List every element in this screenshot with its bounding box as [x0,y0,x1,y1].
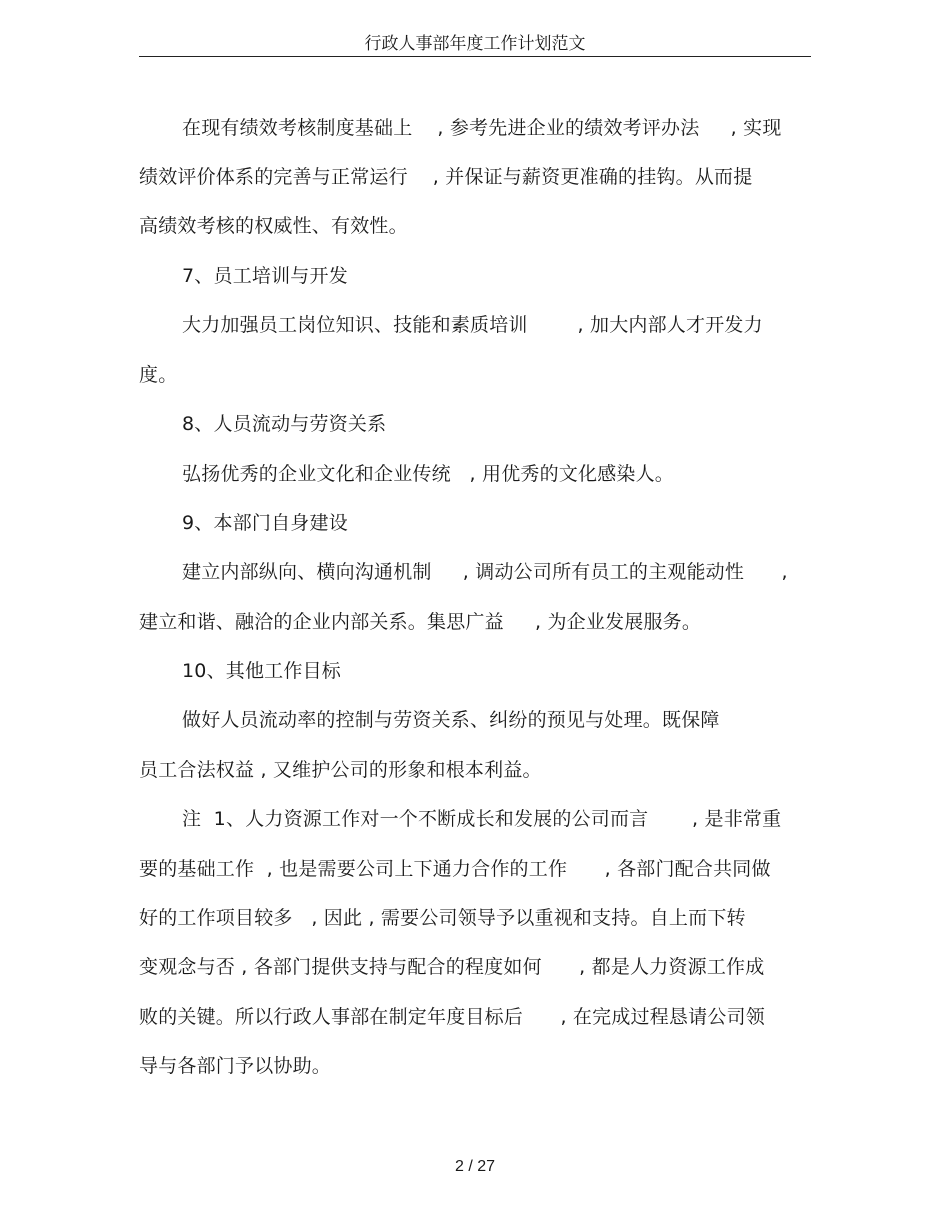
section-heading: 10、其他工作目标 [182,660,341,682]
section-heading: 8、人员流动与劳资关系 [182,413,387,435]
body-line: 好的工作项目较多 , 因此 , 需要公司领导予以重视和支持。自上而下转 [139,907,746,929]
body-line: 建立内部纵向、横向沟通机制 , 调动公司所有员工的主观能动性 , [182,561,788,583]
body-line: 导与各部门予以协助。 [139,1055,332,1077]
body-line: 大力加强员工岗位知识、技能和素质培训 , 加大内部人才开发力 [182,314,763,336]
body-line: 在现有绩效考核制度基础上 , 参考先进企业的绩效考评办法 , 实现 [182,117,782,139]
body-line: 高绩效考核的权威性、有效性。 [139,215,408,237]
body-line: 建立和谐、融洽的企业内部关系。集思广益 , 为企业发展服务。 [139,611,702,633]
section-heading: 7、员工培训与开发 [182,265,348,287]
body-line: 绩效评价体系的完善与正常运行 , 并保证与薪资更准确的挂钩。从而提 [139,166,753,188]
body-line: 弘扬优秀的企业文化和企业传统 , 用优秀的文化感染人。 [182,463,674,485]
body-line: 注 1、人力资源工作对一个不断成长和发展的公司而言 , 是非常重 [182,808,782,830]
body-line: 员工合法权益 , 又维护公司的形象和根本利益。 [139,759,542,781]
body-line: 变观念与否 , 各部门提供支持与配合的程度如何 , 都是人力资源工作成 [139,956,765,978]
section-heading: 9、本部门自身建设 [182,512,348,534]
body-line: 要的基础工作 , 也是需要公司上下通力合作的工作 , 各部门配合共同做 [139,858,771,880]
body-line: 败的关键。所以行政人事部在制定年度目标后 , 在完成过程恳请公司领 [139,1006,765,1028]
page-header-title: 行政人事部年度工作计划范文 [364,34,586,54]
page-number: 2 / 27 [454,1158,496,1175]
body-line: 度。 [139,364,178,386]
body-line: 做好人员流动率的控制与劳资关系、纠纷的预见与处理。既保障 [182,709,720,731]
header-divider [139,56,811,57]
